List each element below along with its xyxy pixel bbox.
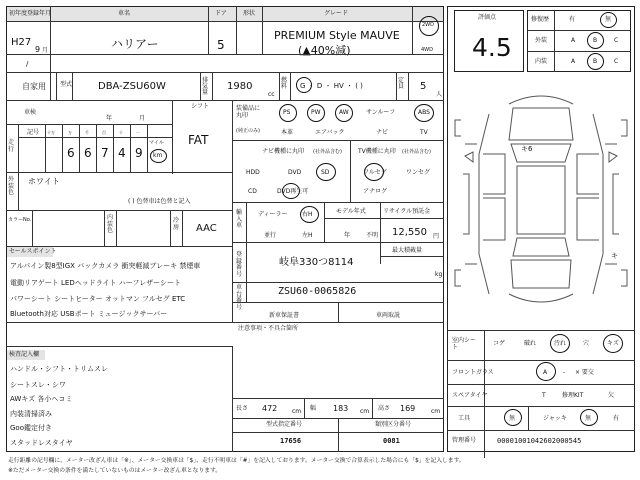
line (246, 242, 247, 282)
import-parallel: 並行 (264, 232, 277, 239)
line (304, 398, 305, 418)
model-code: DBA-ZSU60W (98, 81, 166, 92)
mileage-digit: 4 (118, 146, 126, 160)
line (350, 140, 351, 202)
front-bumper-outline (509, 96, 573, 104)
chassis-label: 車台番号 (236, 284, 243, 311)
seat-label: 室内シート (452, 337, 477, 352)
line (45, 124, 46, 172)
navi-item-cd: CD (248, 188, 257, 195)
right-sill (613, 174, 619, 234)
tools-label: 工具 (458, 415, 471, 422)
max-load-label: 最大積載量 (392, 247, 423, 254)
equipment-sublabel: (純正のみ) (236, 128, 260, 134)
height-value: 169 (400, 404, 416, 413)
slash: / (26, 60, 29, 68)
shape-label: 形状 (243, 10, 256, 17)
line (447, 430, 635, 431)
line (246, 282, 247, 302)
line (147, 124, 148, 172)
line (447, 360, 635, 361)
line (232, 140, 444, 141)
line (18, 137, 172, 138)
line (447, 406, 635, 407)
chassis-number: ZSU60-0065826 (278, 286, 357, 297)
shaken-year: 年 (106, 115, 113, 122)
registration-plate: 岐阜330つ8114 (279, 257, 354, 268)
interior-grade-label: 内装 (535, 58, 548, 65)
line (279, 72, 280, 100)
score-value: 4.5 (472, 33, 512, 62)
seat-item-scratch: キズ (607, 340, 619, 347)
left-mirror (465, 152, 473, 162)
line (232, 242, 444, 243)
inspection-line: ハンドル・シフト・トリムスレ (10, 365, 108, 373)
category-label: 類別区分番号 (375, 421, 412, 428)
max-load-unit: kg (435, 271, 443, 278)
diagram-mark: キ6 (521, 145, 533, 153)
sales-line: Bluetooth対応 USBポート ミュージックサーバー (10, 310, 168, 318)
mileage-digit: 6 (84, 146, 92, 160)
import-dealer: ディーラー (258, 211, 288, 218)
line (408, 72, 409, 100)
navi-label: ナビ機種に丸印 (262, 148, 305, 155)
line (324, 218, 444, 219)
tools-none: 無 (509, 415, 516, 422)
fuel-g-circle (296, 77, 312, 93)
front-glass-label: フロントガラス (452, 369, 494, 376)
height-label: 高さ (378, 405, 391, 412)
line (447, 384, 635, 385)
length-unit: cm (292, 408, 302, 415)
line (324, 202, 325, 242)
footer-note-1: 走行距離の記号欄に、メーター改ざん車は「※」、メーター交換車は「$」、走行不明車は「#」を記入しております。メーター交換で合算表示した場合にも「$」を記入します。 (8, 458, 465, 464)
designation-value: 17656 (280, 437, 302, 445)
mileage-sym-header: 記号 (27, 129, 40, 136)
shaken-label: 車検 (24, 109, 37, 116)
rear-glass-outline (513, 238, 569, 256)
line (372, 398, 373, 418)
tv-label: TV機種に丸印 (358, 148, 396, 155)
eq-item-navi: ナビ (376, 129, 389, 136)
car-damage-diagram (449, 84, 633, 324)
repair-no: 無 (605, 16, 612, 23)
registration-label: 登録番号 (236, 251, 243, 278)
front-glass-replace: × 要交 (575, 369, 594, 376)
import-label: 輸入車 (236, 209, 243, 230)
navi-sublabel: (社外品含む) (313, 149, 342, 155)
mileage-digit-header: 百 (102, 130, 106, 135)
right-rear-wheel (621, 270, 627, 286)
line (527, 30, 631, 31)
footer-note-2: ※ただメーター交換の条件を満たしていないものはメーター改ざん車となります。 (8, 468, 222, 474)
inspection-line: Goo鑑定付き (10, 424, 52, 432)
line (338, 418, 339, 452)
tv-item-fullseg: フルセグ (363, 169, 387, 176)
line (6, 54, 444, 55)
right-rear-door (577, 198, 599, 240)
navi-item-sd: SD (321, 169, 330, 176)
line (6, 72, 50, 73)
jack-yes: 有 (613, 415, 620, 422)
grade-text: PREMIUM Style MAUVE (274, 29, 400, 42)
line (62, 124, 63, 172)
model-year-unknown: 不明 (366, 232, 379, 239)
car-name-label: 車名 (118, 10, 131, 17)
spare-item-missing: 欠 (608, 392, 615, 399)
left-side-outline (479, 114, 489, 294)
exterior-opt-a: A (571, 37, 576, 44)
line (50, 6, 51, 100)
sales-points-label: セールスポイント (9, 248, 57, 255)
line (18, 172, 19, 210)
door-count: 5 (217, 38, 225, 52)
inspection-line: スタッドレスタイヤ (10, 439, 73, 447)
roof-outline (517, 166, 565, 234)
left-rear-wheel (455, 270, 461, 286)
length-label: 長さ (236, 405, 249, 412)
line (232, 398, 444, 399)
eq-item-aw: AW (339, 109, 349, 116)
line (232, 322, 444, 323)
manage-number: 00001001042602000545 (497, 437, 582, 445)
seat-item-tear: 破れ (524, 340, 537, 347)
navi-item-hdd: HDD (246, 169, 260, 176)
line (262, 6, 263, 54)
line (447, 330, 635, 331)
mileage-unit-mile: マイル (149, 140, 164, 146)
eq-item-sunroof: サンルーフ (366, 109, 396, 116)
line (72, 72, 73, 100)
line (6, 21, 444, 22)
displacement-label: 排気量 (202, 77, 209, 96)
line (380, 256, 444, 257)
line (208, 6, 209, 54)
line (396, 72, 397, 100)
mileage-digit-header: 千 (85, 130, 89, 135)
exterior-color-value: ホワイト (28, 177, 60, 186)
line (200, 72, 201, 100)
capacity-label: 定員 (398, 77, 405, 90)
reg-era: H27 (11, 37, 32, 48)
reg-month: 9 (35, 45, 41, 54)
left-rear-door (483, 198, 505, 240)
car-name: ハリアー (111, 37, 159, 51)
drive-2wd: 2WD (422, 22, 434, 28)
shift-value: FAT (188, 133, 209, 147)
sales-line: パワーシート シートヒーター オットマン フルセグ ETC (10, 295, 186, 303)
mileage-digit: 7 (101, 146, 109, 160)
score-label: 評価点 (478, 14, 497, 21)
grade-note: (▲40%減) (298, 44, 351, 57)
shift-label: シフト (191, 103, 210, 110)
interior-opt-a: A (571, 58, 576, 65)
interior-opt-b: B (593, 58, 598, 65)
fuel-options: G ・ D ・ HV ・ ( ) (300, 82, 363, 90)
drive-4wd: 4WD (421, 47, 433, 53)
seat-item-hole: 穴 (583, 340, 590, 347)
line (18, 124, 19, 172)
interior-color-label: 内装色 (107, 214, 114, 235)
line (232, 432, 444, 433)
spare-item-kit: 修理KIT (562, 392, 584, 399)
eq-item-tv: TV (420, 129, 428, 136)
mileage-digit-header: 万 (68, 130, 72, 135)
designation-label: 型式指定番号 (266, 421, 303, 428)
line (527, 51, 631, 52)
right-front-wheel (621, 120, 627, 136)
exterior-grade-label: 外装 (535, 37, 548, 44)
color-change-note: ( ) 色替車は色替と記入 (128, 198, 191, 205)
mileage-label: 走行 (8, 139, 15, 153)
sales-line: 電動リアゲート LEDヘッドライト ハーフレザーシート (10, 279, 181, 287)
line (412, 6, 413, 54)
tv-sublabel: (社外品含む) (402, 149, 431, 155)
line (232, 282, 444, 283)
line (338, 302, 339, 322)
spare-label: スペアタイヤ (452, 392, 488, 399)
repair-yes: 有 (569, 16, 576, 23)
mileage-digit-header: 一 (136, 130, 140, 135)
usage: 自家用 (22, 82, 46, 91)
line (232, 100, 233, 322)
tv-item-analog: アナログ (363, 188, 388, 195)
line (290, 72, 291, 100)
shaken-month: 月 (139, 115, 146, 122)
vehicle-manual: 車両取説 (376, 312, 401, 319)
front-glass-a: A (543, 369, 548, 376)
left-sill (463, 174, 469, 234)
color-no-label: カラーNo. (8, 217, 32, 223)
right-mirror (609, 152, 617, 162)
exterior-color-label: 外装色 (8, 176, 15, 197)
inspection-line: 内装清掃済み (10, 410, 52, 418)
notes-box-label: 注意事項・不具合箇所 (238, 325, 299, 332)
door-label: ドア (215, 10, 227, 17)
line (232, 346, 233, 452)
inspection-line: AWキズ 各小ヘコミ (10, 395, 73, 403)
model-year-year: 年 (344, 232, 351, 239)
recycle-value: 12,550 (392, 227, 427, 238)
line (50, 72, 444, 73)
spare-item-t: T (542, 392, 546, 399)
eq-item-pw: PW (311, 109, 321, 116)
line (232, 202, 444, 203)
eq-item-abs: ABS (418, 109, 430, 116)
line (6, 322, 232, 323)
left-front-wheel (455, 120, 461, 136)
line (56, 72, 57, 100)
line (528, 406, 529, 430)
line (32, 210, 33, 246)
navi-item-dvd: DVD (288, 169, 302, 176)
trunk-outline (511, 260, 571, 288)
diagram-sub: キ (611, 252, 618, 260)
length-value: 472 (262, 404, 278, 413)
capacity-value: 5 (420, 81, 427, 92)
line (130, 124, 131, 172)
line (380, 202, 381, 264)
eq-item-ps: PS (283, 109, 291, 116)
sales-line: アルパイン製8型IGX バックカメラ 衝突軽減ブレーキ 禁煙車 (10, 262, 201, 270)
import-right-h: 右H (302, 211, 313, 218)
right-front-door (577, 154, 599, 194)
tv-item-oneseg: ワンセグ (406, 169, 431, 176)
recycle-unit: 円 (433, 233, 440, 240)
width-unit: cm (360, 408, 370, 415)
line (6, 346, 232, 347)
front-glass-dash: - (563, 369, 566, 376)
line (236, 6, 237, 54)
fuel-label: 燃料 (281, 77, 288, 90)
ac-value: AAC (196, 223, 217, 234)
line (246, 202, 247, 242)
eq-item-leather: 本革 (281, 129, 294, 136)
jack-label: ジャッキ (543, 415, 567, 422)
line (116, 210, 117, 246)
grade-label: グレード (324, 10, 349, 17)
line (6, 100, 444, 101)
windshield-outline (511, 144, 571, 162)
model-year-label: モデル年式 (336, 208, 366, 215)
line (96, 124, 97, 172)
mileage-digit: 9 (135, 146, 143, 160)
mileage-unit-km: km (153, 152, 163, 159)
model-label: 型式 (60, 81, 73, 88)
seat-item-dirt: 汚れ (554, 340, 567, 347)
line (554, 10, 555, 72)
navi-item-dvd-playable: DVD再生可 (277, 188, 309, 195)
seat-item-burn: コゲ (493, 340, 506, 347)
line (79, 124, 80, 172)
height-unit: cm (431, 408, 441, 415)
inspection-line: シートスレ・シワ (10, 381, 66, 389)
reg-month-unit: 月 (42, 47, 49, 54)
exterior-opt-b: B (593, 37, 598, 44)
mileage-digit: 6 (67, 146, 75, 160)
line (6, 210, 232, 211)
inspection-notes-label: 検査記入欄 (9, 351, 40, 358)
line (212, 72, 213, 100)
reg-date-label: 初年度登録年月 (9, 10, 52, 17)
jack-none: 無 (585, 415, 592, 422)
line (172, 100, 173, 174)
width-value: 183 (333, 404, 349, 413)
recycle-label: リサイクル預託金 (383, 208, 431, 215)
exterior-opt-c: C (614, 37, 619, 44)
displacement-value: 1980 (227, 81, 253, 92)
cc-unit: cc (268, 91, 275, 98)
line (170, 210, 171, 246)
line (113, 124, 114, 172)
left-front-door (483, 154, 505, 194)
manage-label: 管理番号 (452, 437, 477, 444)
category-value: 0081 (383, 437, 400, 445)
mileage-digit-header: 十 (119, 130, 123, 135)
width-label: 幅 (310, 405, 317, 412)
right-side-outline (593, 114, 603, 294)
mileage-digit-header: 十万 (47, 130, 55, 135)
line (6, 172, 232, 173)
capacity-unit: 人 (436, 91, 443, 98)
eq-item-airbag: エアバック (315, 129, 345, 136)
line (104, 210, 105, 246)
hood-outline (509, 108, 573, 140)
equipment-label: 装備品に丸印 (236, 105, 261, 119)
interior-opt-c: C (614, 58, 619, 65)
ac-label: 冷房 (173, 217, 180, 231)
new-car-warranty: 新車保証書 (269, 312, 300, 319)
import-left-h: 左H (302, 232, 313, 239)
rear-bumper-outline (509, 294, 573, 302)
repair-label: 修復歴 (531, 16, 550, 23)
line (182, 210, 183, 246)
